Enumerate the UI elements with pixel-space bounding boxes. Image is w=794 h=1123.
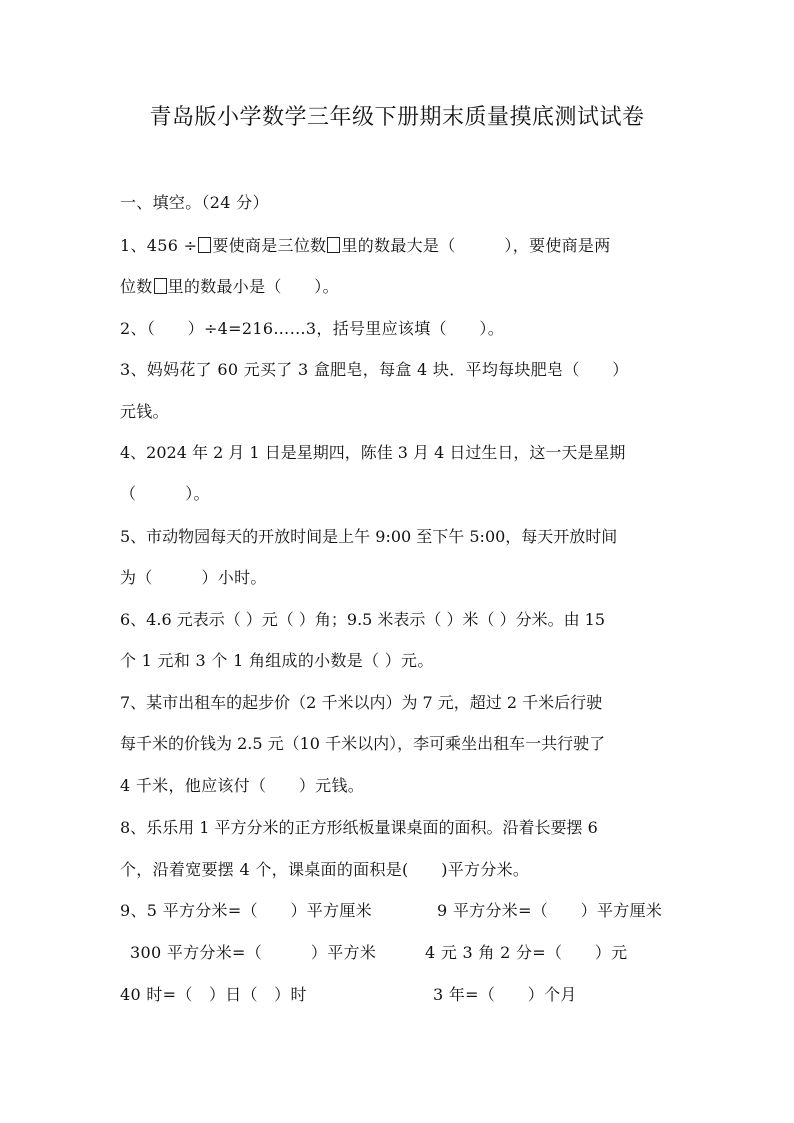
q1-text-e: 里的数最小是（ ）。 — [167, 277, 339, 296]
q9-item-a: 9、5 平方分米=（ ）平方厘米 — [120, 901, 372, 920]
question-4-line-2: （ ）。 — [120, 484, 210, 503]
question-8-line-2: 个，沿着宽要摆 4 个，课桌面的面积是( )平方分米。 — [120, 860, 530, 879]
q1-text-d: 位数 — [120, 277, 153, 296]
page-title: 青岛版小学数学三年级下册期末质量摸底测试试卷 — [149, 105, 645, 130]
question-7-line-2: 每千米的价钱为 2.5 元（10 千米以内），李可乘坐出租车一共行驶了 — [120, 734, 606, 753]
question-6-line-2: 个 1 元和 3 个 1 角组成的小数是（ ）元。 — [120, 651, 434, 670]
q1-text-c: 里的数最大是（ ），要使商是两 — [341, 236, 611, 255]
question-2: 2、（ ）÷4=216……3，括号里应该填（ ）。 — [120, 319, 504, 338]
question-1-line-1 — [120, 233, 611, 256]
q9-item-d: 4 元 3 角 2 分=（ ）元 — [425, 943, 628, 962]
blank-square-icon — [154, 278, 167, 294]
question-1-line-2 — [120, 274, 339, 297]
q1-text-a: 1、456 ÷ — [120, 236, 198, 255]
q9-item-e: 40 时=（ ）日（ ）时 — [120, 985, 307, 1004]
q9-item-c: 300 平方分米=（ ）平方米 — [130, 943, 377, 962]
q9-item-f: 3 年=（ ）个月 — [433, 985, 577, 1004]
question-3-line-1: 3、妈妈花了 60 元买了 3 盒肥皂，每盒 4 块．平均每块肥皂（ ） — [120, 360, 629, 379]
question-3-line-2: 元钱。 — [120, 402, 169, 421]
question-7-line-3: 4 千米，他应该付（ ）元钱。 — [120, 776, 365, 795]
blank-square-icon — [327, 237, 340, 253]
section-1-heading: 一、填空。（24 分） — [120, 193, 269, 212]
q1-text-b: 要使商是三位数 — [212, 236, 327, 255]
blank-square-icon — [198, 237, 211, 253]
question-6-line-1: 6、4.6 元表示（ ）元（ ）角；9.5 米表示（ ）米（ ）分米。由 15 — [120, 610, 606, 629]
question-4-line-1: 4、2024 年 2 月 1 日是星期四，陈佳 3 月 4 日过生日，这一天是星期 — [120, 443, 626, 462]
q9-item-b: 9 平方分米=（ ）平方厘米 — [437, 901, 663, 920]
question-8-line-1: 8、乐乐用 1 平方分米的正方形纸板量课桌面的面积。沿着长要摆 6 — [120, 818, 598, 837]
question-5-line-1: 5、市动物园每天的开放时间是上午 9:00 至下午 5:00，每天开放时间 — [120, 527, 618, 546]
question-5-line-2: 为（ ）小时。 — [120, 568, 267, 587]
question-7-line-1: 7、某市出租车的起步价（2 千米以内）为 7 元，超过 2 千米后行驶 — [120, 693, 603, 712]
